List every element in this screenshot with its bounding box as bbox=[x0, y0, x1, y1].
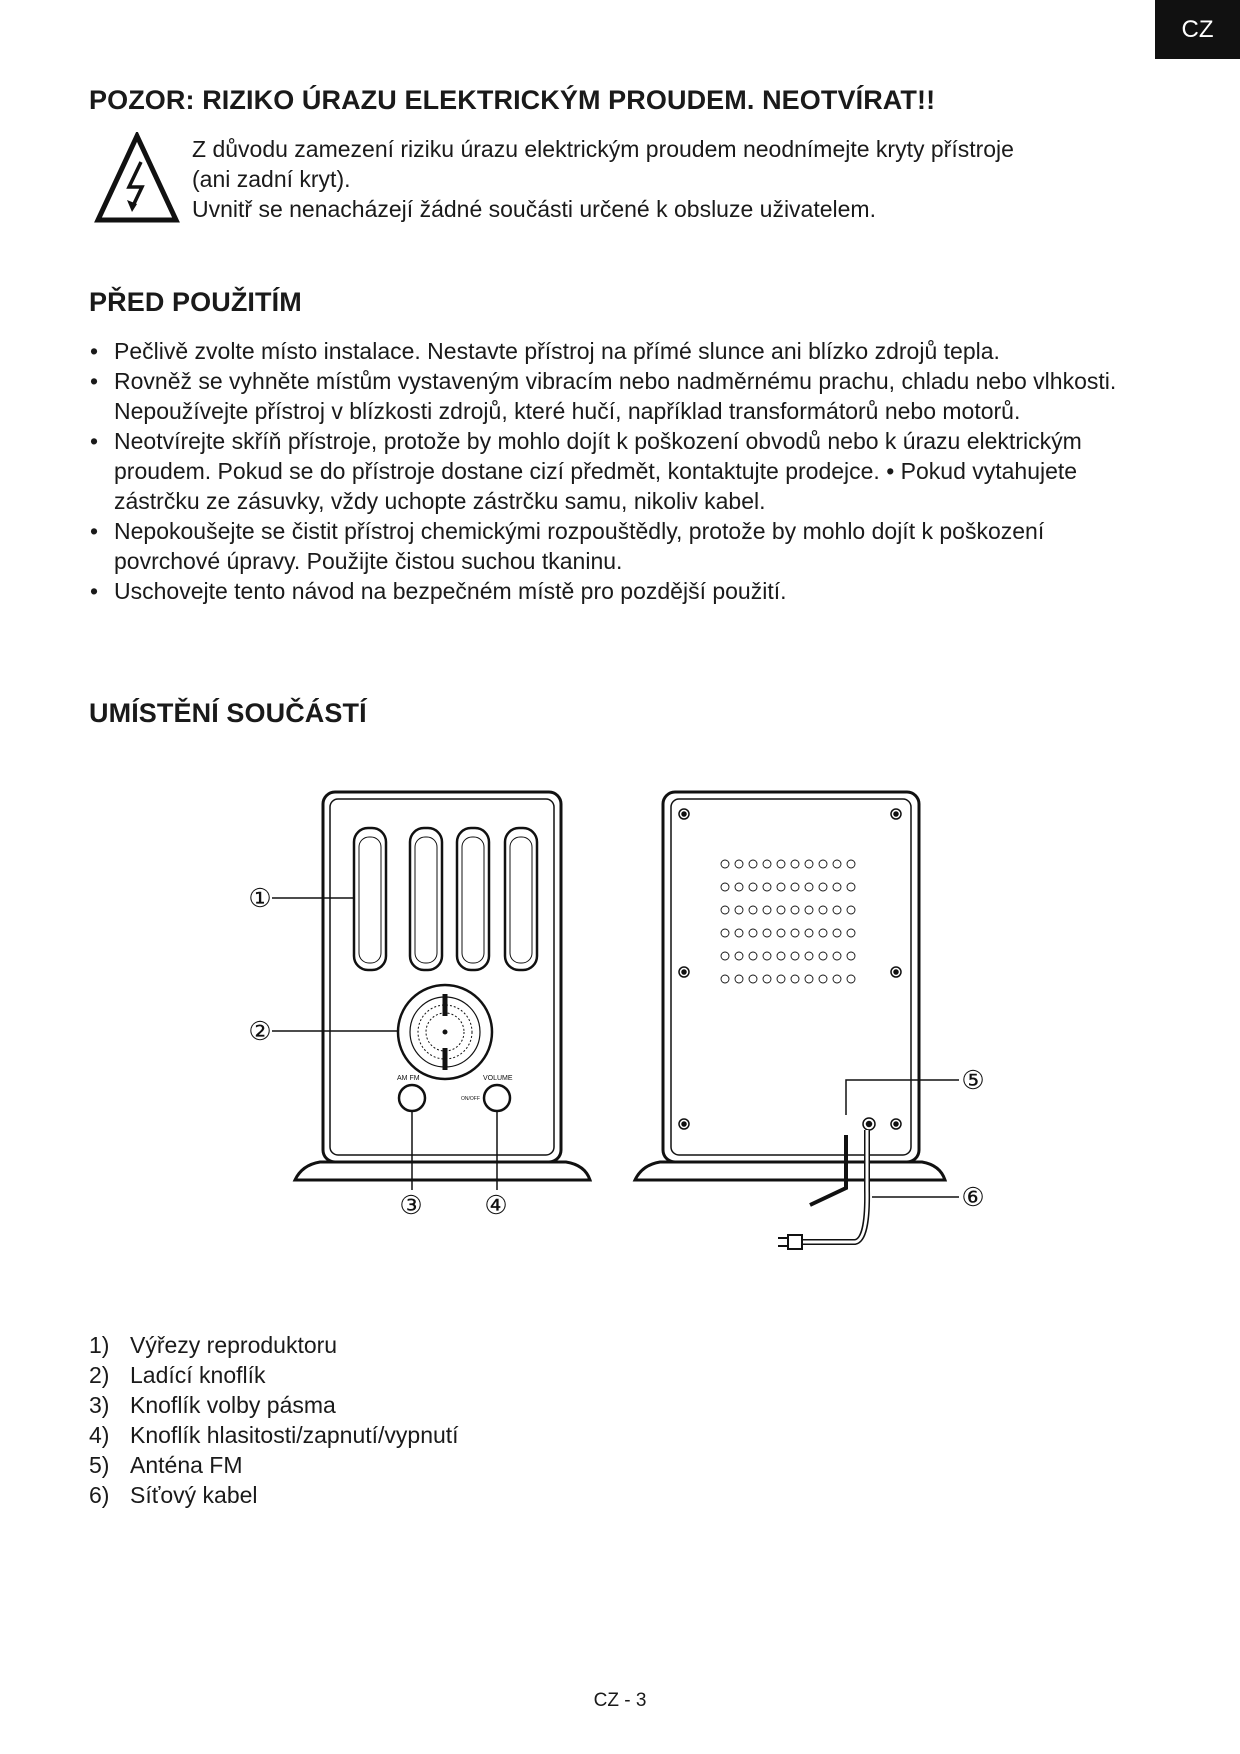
radio-back-view bbox=[635, 792, 959, 1249]
components-list bbox=[89, 1330, 459, 1510]
fm-antenna bbox=[810, 1080, 959, 1205]
speaker-slots bbox=[354, 828, 537, 970]
list-item: 2) Ladící knoflík bbox=[89, 1362, 266, 1388]
list-item: 1) Výřezy reproduktoru bbox=[89, 1332, 338, 1358]
electric-shock-warning-icon bbox=[94, 132, 180, 225]
warning-line: Z důvodu zamezení riziku úrazu elektrickým proudem neodnímejte kryty přístroje bbox=[192, 136, 1014, 162]
list-item: 4) Knoflík hlasitosti/zapnutí/vypnutí bbox=[89, 1422, 459, 1448]
list-item: • Uschovejte tento návod na bezpečném místě pro pozdější použití. bbox=[89, 576, 1149, 606]
list-item: • Neotvírejte skříň přístroje, protože by mohlo dojít k poškození obvodů nebo k úrazu elektrickým proudem. Pokud se do přístroje dostane cizí předmět, kontaktujte prodejce. • Pokud vytahujete zástrčku ze zásuvky, vždy uchopte zástrčku samu, nikoliv kabel. bbox=[89, 426, 1149, 516]
callout-1: ① bbox=[248, 883, 272, 913]
screws bbox=[679, 809, 901, 1130]
callout-5: ⑤ bbox=[961, 1065, 985, 1095]
warning-text bbox=[192, 134, 1152, 224]
callout-4: ④ bbox=[484, 1190, 508, 1220]
before-use-list bbox=[89, 336, 1149, 606]
list-item: 3) Knoflík volby pásma bbox=[89, 1392, 336, 1418]
before-use-heading: PŘED POUŽITÍM bbox=[89, 287, 302, 317]
mains-cable bbox=[778, 1130, 959, 1249]
radio-front-view bbox=[272, 792, 590, 1190]
list-item: • Rovněž se vyhněte místům vystaveným vibracím nebo nadměrnému prachu, chladu nebo vlhkosti. Nepoužívejte přístroj v blízkosti zdrojů, které hučí, například transformátorů nebo motorů. bbox=[89, 366, 1149, 426]
list-item: • Pečlivě zvolte místo instalace. Nestavte přístroj na přímé slunce ani blízko zdrojů tepla. bbox=[89, 336, 1149, 366]
callout-3: ③ bbox=[399, 1190, 423, 1220]
callout-6: ⑥ bbox=[961, 1182, 985, 1212]
components-heading: UMÍSTĚNÍ SOUČÁSTÍ bbox=[89, 698, 367, 728]
vent-holes bbox=[721, 860, 855, 983]
list-item: 5) Anténa FM bbox=[89, 1452, 243, 1478]
radio-diagram bbox=[240, 780, 1000, 1260]
callout-2: ② bbox=[248, 1016, 272, 1046]
list-item: 6) Síťový kabel bbox=[89, 1482, 258, 1508]
volume-label: VOLUME bbox=[483, 1075, 513, 1082]
warning-heading: POZOR: RIZIKO ÚRAZU ELEKTRICKÝM PROUDEM. NEOTVÍRAT!! bbox=[89, 85, 936, 115]
band-knob bbox=[399, 1085, 425, 1111]
tuning-dial bbox=[398, 985, 492, 1079]
page-number: CZ - 3 bbox=[593, 1690, 647, 1711]
warning-line: (ani zadní kryt). bbox=[192, 166, 351, 192]
volume-knob bbox=[484, 1085, 510, 1111]
language-tab: CZ bbox=[1155, 0, 1240, 59]
on-off-label: ON/OFF bbox=[461, 1096, 480, 1102]
am-fm-label: AM FM bbox=[397, 1075, 420, 1082]
warning-line: Uvnitř se nenacházejí žádné součásti určené k obsluze uživatelem. bbox=[192, 196, 876, 222]
list-item: • Nepokoušejte se čistit přístroj chemickými rozpouštědly, protože by mohlo dojít k poškození povrchové úpravy. Použijte čistou suchou tkaninu. bbox=[89, 516, 1149, 576]
